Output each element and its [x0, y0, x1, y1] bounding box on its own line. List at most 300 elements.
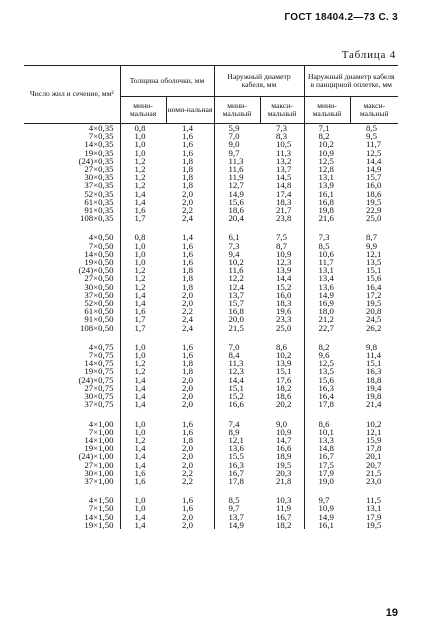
- table-cell: 9,5: [366, 131, 378, 142]
- table-cell: 16,7: [214, 469, 260, 477]
- table-cell: 11,4: [366, 350, 382, 361]
- row-label: 7×1,00: [88, 426, 114, 437]
- table-cell: 10,3: [276, 495, 292, 506]
- table-cell: 9,0: [276, 418, 287, 429]
- table-row: [24, 283, 398, 291]
- table-cell: 15,2: [276, 281, 292, 292]
- table-cell: 22,9: [366, 205, 382, 216]
- table-cell: 1,7: [120, 214, 166, 222]
- table-cell: 8,6: [304, 420, 350, 428]
- row-label: 4×0,35: [88, 123, 114, 133]
- row-label: 108×0,50: [79, 322, 114, 333]
- header-shell-thickness: Толщина оболочки, мм: [120, 66, 214, 97]
- table-cell: 15,6: [304, 376, 350, 384]
- table-cell: 10,2: [276, 350, 292, 361]
- table-row: [24, 233, 398, 241]
- table-cell: 1,6: [182, 426, 193, 437]
- table-cell: 14,4: [214, 376, 260, 384]
- table-cell: 16,3: [214, 461, 260, 469]
- table-cell: 1,6: [120, 469, 166, 477]
- table-cell: 11,3: [276, 147, 292, 158]
- table-cell: 1,4: [182, 232, 193, 243]
- table-row: [24, 190, 398, 198]
- table-cell: 16,8: [214, 307, 260, 315]
- table-cell: 1,0: [120, 351, 166, 359]
- table-cell: 9,0: [214, 140, 260, 148]
- table-cell: 23,3: [276, 314, 292, 325]
- table-cell: 18,6: [366, 188, 382, 199]
- table-cell: 12,1: [366, 426, 382, 437]
- table-cell: 1,8: [182, 155, 193, 166]
- table-row: [24, 513, 398, 521]
- table-row: [24, 324, 398, 332]
- table-cell: 8,5: [304, 242, 350, 250]
- table-cell: 1,0: [120, 420, 166, 428]
- table-cell: 17,8: [214, 477, 260, 485]
- table-row: [24, 222, 398, 233]
- table-row: [24, 250, 398, 258]
- row-label: 37×1,00: [84, 475, 114, 486]
- table-cell: 8,4: [214, 351, 260, 359]
- table-row: [24, 359, 398, 367]
- table-cell: 9,9: [366, 240, 378, 251]
- table-cell: 18,8: [366, 374, 382, 385]
- table-cell: 15,2: [214, 392, 260, 400]
- row-label: (24)×0,35: [78, 155, 114, 166]
- row-label: 14×1,00: [84, 434, 114, 445]
- table-cell: 11,9: [214, 173, 260, 181]
- table-cell: 23,8: [276, 213, 292, 224]
- table-cell: 1,0: [120, 258, 166, 266]
- table-cell: 1,4: [120, 299, 166, 307]
- table-cell: 2,4: [182, 322, 193, 333]
- table-cell: 1,8: [182, 164, 193, 175]
- table-cell: 16,7: [276, 511, 292, 522]
- table-cell: 7,1: [304, 124, 350, 133]
- table-cell: 2,0: [182, 451, 193, 462]
- table-cell: 16,8: [304, 198, 350, 206]
- table-cell: 1,4: [120, 513, 166, 521]
- row-label: 52×0,50: [84, 298, 114, 309]
- table-cell: 1,6: [182, 248, 193, 259]
- table-cell: 11,6: [214, 266, 260, 274]
- row-label: 27×0,50: [84, 273, 114, 284]
- table-cell: [120, 409, 166, 420]
- row-label: 7×0,35: [88, 131, 114, 142]
- table-cell: 15,6: [214, 198, 260, 206]
- row-label: 14×1,50: [84, 511, 114, 522]
- table-cell: 7,0: [214, 343, 260, 351]
- table-cell: 1,0: [120, 504, 166, 512]
- row-label: 37×0,75: [84, 399, 114, 410]
- table-header: [24, 66, 398, 124]
- table-cell: 1,0: [120, 250, 166, 258]
- row-label: 91×0,35: [84, 205, 114, 216]
- table-cell: 1,6: [182, 240, 193, 251]
- table-row: [24, 496, 398, 504]
- subheader-min-armored: мини-мальный: [304, 97, 350, 124]
- table-cell: 10,2: [304, 140, 350, 148]
- subheader-min-thickness: мини-мальная: [120, 97, 166, 124]
- table-cell: 14,8: [276, 180, 292, 191]
- table-cell: [166, 409, 214, 420]
- table-cell: 15,7: [214, 299, 260, 307]
- table-cell: 1,0: [120, 242, 166, 250]
- table-cell: 1,8: [182, 172, 193, 183]
- row-label: 27×0,35: [84, 164, 114, 175]
- table-cell: 12,3: [214, 367, 260, 375]
- table-cell: 17,4: [276, 188, 292, 199]
- table-cell: 1,8: [182, 434, 193, 445]
- table-cell: 18,3: [276, 196, 292, 207]
- table-cell: 8,5: [214, 496, 260, 504]
- table-cell: 8,3: [276, 131, 287, 142]
- table-cell: 2,2: [182, 306, 193, 317]
- table-cell: 16,9: [304, 299, 350, 307]
- table-cell: 2,4: [182, 213, 193, 224]
- table-cell: 10,9: [276, 426, 292, 437]
- table-row: [24, 124, 398, 133]
- table-cell: 1,0: [120, 132, 166, 140]
- table-cell: 12,5: [304, 359, 350, 367]
- table-row: [24, 351, 398, 359]
- table-cell: 19,8: [304, 206, 350, 214]
- row-label: 27×1,00: [84, 459, 114, 470]
- header-outer-diameter: Наружный диаметр кабеля, мм: [214, 66, 304, 97]
- table-cell: [260, 409, 304, 420]
- table-cell: 11,3: [214, 157, 260, 165]
- table-cell: 1,2: [120, 367, 166, 375]
- table-cell: 7,4: [214, 420, 260, 428]
- table-row: [24, 436, 398, 444]
- table-cell: 8,7: [366, 232, 378, 243]
- table-cell: 12,5: [366, 147, 382, 158]
- table-cell: 14,9: [214, 190, 260, 198]
- table-row: [24, 409, 398, 420]
- table-cell: 9,8: [366, 341, 378, 352]
- table-cell: 1,6: [182, 257, 193, 268]
- table-cell: 20,7: [366, 459, 382, 470]
- table-cell: 2,0: [182, 374, 193, 385]
- table-row: [24, 420, 398, 428]
- table-cell: 15,6: [366, 273, 382, 284]
- page-number: 19: [385, 607, 398, 619]
- table-row: [24, 299, 398, 307]
- table-cell: 12,8: [304, 165, 350, 173]
- table-cell: 7,3: [304, 233, 350, 241]
- table-cell: 21,2: [304, 315, 350, 323]
- table-row: [24, 198, 398, 206]
- table-row: [24, 165, 398, 173]
- table-cell: 1,2: [120, 157, 166, 165]
- row-label: 4×1,50: [88, 495, 114, 506]
- table-cell: 2,0: [182, 382, 193, 393]
- table-row: [24, 307, 398, 315]
- table-cell: 16,1: [304, 521, 350, 529]
- table-row: [24, 173, 398, 181]
- table-cell: 13,7: [214, 513, 260, 521]
- table-cell: 12,5: [304, 157, 350, 165]
- table-cell: 8,7: [276, 240, 287, 251]
- table-cell: 13,7: [276, 164, 292, 175]
- table-cell: 17,8: [366, 443, 382, 454]
- table-cell: 16,1: [304, 190, 350, 198]
- table-cell: 9,7: [304, 496, 350, 504]
- table-cell: 13,9: [304, 181, 350, 189]
- table-cell: 10,9: [304, 504, 350, 512]
- table-cell: 20,4: [214, 214, 260, 222]
- table-cell: 15,9: [366, 434, 382, 445]
- table-cell: 13,5: [366, 257, 382, 268]
- table-cell: 1,0: [120, 140, 166, 148]
- row-label: [24, 409, 120, 420]
- table-cell: 12,2: [214, 274, 260, 282]
- table-row: [24, 140, 398, 148]
- table-cell: 16,4: [366, 281, 382, 292]
- row-label: 4×1,00: [88, 418, 114, 429]
- table-cell: 14,5: [276, 172, 292, 183]
- table-cell: 10,2: [214, 258, 260, 266]
- table-cell: 8,9: [214, 428, 260, 436]
- table-cell: 14,9: [304, 513, 350, 521]
- table-cell: 17,9: [304, 469, 350, 477]
- table-cell: 2,0: [182, 459, 193, 470]
- table-row: [24, 242, 398, 250]
- row-label: 19×0,50: [84, 257, 114, 268]
- table-cell: 19,5: [366, 519, 382, 530]
- table-cell: 1,2: [120, 359, 166, 367]
- row-label: 30×0,75: [84, 391, 114, 402]
- row-label: 30×0,50: [84, 281, 114, 292]
- table-title: Таблица 4: [341, 49, 396, 61]
- table-cell: 18,3: [276, 298, 292, 309]
- table-row: [24, 452, 398, 460]
- table-cell: 26,2: [366, 322, 382, 333]
- table-cell: 19,5: [276, 459, 292, 470]
- table-cell: 23,0: [366, 475, 382, 486]
- table-cell: 9,7: [214, 149, 260, 157]
- table-cell: 1,2: [120, 266, 166, 274]
- table-cell: 13,2: [276, 155, 292, 166]
- table-row: [24, 477, 398, 485]
- subheader-max-armored: макси-мальный: [350, 97, 398, 124]
- row-label: 7×0,50: [88, 240, 114, 251]
- table-cell: 16,7: [304, 452, 350, 460]
- table-cell: 14,4: [276, 273, 292, 284]
- row-label: 19×1,50: [84, 519, 114, 530]
- table-cell: 14,9: [366, 164, 382, 175]
- table-cell: 1,2: [120, 173, 166, 181]
- table-cell: 11,9: [276, 503, 292, 514]
- table-cell: [304, 409, 350, 420]
- document-header: ГОСТ 18404.2—73 С. 3: [284, 12, 398, 23]
- table-cell: 10,9: [276, 248, 292, 259]
- table-cell: 17,6: [276, 374, 292, 385]
- table-cell: 0,8: [120, 124, 166, 133]
- table-cell: 9,6: [304, 351, 350, 359]
- table-cell: 2,0: [182, 196, 193, 207]
- table-cell: 14,9: [304, 291, 350, 299]
- table-cell: 24,5: [366, 314, 382, 325]
- table-cell: 19,6: [276, 306, 292, 317]
- row-label: 7×1,50: [88, 503, 114, 514]
- table-cell: 18,6: [276, 391, 292, 402]
- table-cell: 14,9: [214, 521, 260, 529]
- table-cell: 13,6: [304, 283, 350, 291]
- table-cell: 25,0: [366, 213, 382, 224]
- table-cell: 2,2: [182, 467, 193, 478]
- subheader-min-diameter: мини-мальный: [214, 97, 260, 124]
- row-header: Число жил и сечение, мм²: [24, 66, 120, 124]
- row-label: 19×1,00: [84, 443, 114, 454]
- row-label: (24)×0,75: [78, 374, 114, 385]
- table-cell: 16,6: [276, 443, 292, 454]
- row-label: 14×0,75: [84, 358, 114, 369]
- table-cell: 1,7: [120, 315, 166, 323]
- table-row: [24, 332, 398, 343]
- table-cell: 11,5: [366, 495, 382, 506]
- table-cell: 1,8: [182, 281, 193, 292]
- table-cell: 22,7: [304, 324, 350, 332]
- table-cell: 15,5: [214, 452, 260, 460]
- table-cell: 20,0: [214, 315, 260, 323]
- table-cell: 1,0: [120, 428, 166, 436]
- table-cell: 2,0: [182, 443, 193, 454]
- table-cell: 1,4: [120, 198, 166, 206]
- table-cell: 15,1: [214, 384, 260, 392]
- table-cell: 20,3: [276, 467, 292, 478]
- table-cell: 1,6: [182, 418, 193, 429]
- table-cell: 1,6: [120, 206, 166, 214]
- table-cell: 16,0: [366, 180, 382, 191]
- table-cell: 21,6: [304, 214, 350, 222]
- table-cell: 1,4: [120, 291, 166, 299]
- row-label: 37×0,50: [84, 289, 114, 300]
- table-cell: 1,4: [120, 461, 166, 469]
- table-cell: 2,4: [182, 314, 193, 325]
- table-cell: 1,8: [182, 366, 193, 377]
- table-row: [24, 132, 398, 140]
- table-cell: 9,7: [214, 504, 260, 512]
- table-cell: 1,8: [182, 180, 193, 191]
- table-cell: 7,0: [214, 132, 260, 140]
- table-cell: 15,1: [366, 358, 382, 369]
- table-cell: 17,2: [366, 289, 382, 300]
- header-outer-diameter-armored: Наружный диаметр кабеля в панцирной оплетке, мм: [304, 66, 398, 97]
- table-cell: 1,8: [182, 358, 193, 369]
- row-label: 4×0,50: [88, 232, 114, 243]
- table-cell: 1,2: [120, 283, 166, 291]
- table-cell: 1,0: [120, 343, 166, 351]
- table-cell: 1,2: [120, 165, 166, 173]
- table-cell: 1,7: [120, 324, 166, 332]
- table-cell: 1,4: [120, 452, 166, 460]
- row-label: 30×1,00: [84, 467, 114, 478]
- table-cell: 13,3: [304, 436, 350, 444]
- table-cell: 19,8: [366, 391, 382, 402]
- table-row: [24, 461, 398, 469]
- table-cell: 8,2: [304, 343, 350, 351]
- table-cell: 18,2: [276, 382, 292, 393]
- table-cell: 20,1: [366, 451, 382, 462]
- table-cell: 1,0: [120, 149, 166, 157]
- table-cell: 16,3: [304, 384, 350, 392]
- row-label: 14×0,35: [84, 139, 114, 150]
- table-cell: 11,7: [304, 258, 350, 266]
- table-cell: 8,6: [276, 341, 287, 352]
- table-cell: 1,6: [182, 503, 193, 514]
- table-cell: 21,8: [276, 475, 292, 486]
- table-row: [24, 376, 398, 384]
- table-cell: 19,4: [366, 382, 382, 393]
- table-cell: 20,2: [276, 399, 292, 410]
- table-cell: 17,8: [304, 400, 350, 408]
- table-cell: 11,7: [366, 139, 382, 150]
- table-row: [24, 343, 398, 351]
- table-cell: 11,6: [214, 165, 260, 173]
- table-cell: 6,1: [214, 233, 260, 241]
- table-row: [24, 485, 398, 496]
- table-cell: 1,6: [120, 307, 166, 315]
- table-cell: 1,2: [120, 274, 166, 282]
- table-cell: 8,2: [304, 132, 350, 140]
- row-label: 108×0,35: [79, 213, 114, 224]
- table-cell: 2,2: [182, 475, 193, 486]
- table-cell: 12,7: [214, 181, 260, 189]
- row-label: 19×0,75: [84, 366, 114, 377]
- table-cell: 9,4: [214, 250, 260, 258]
- table-cell: 1,2: [120, 181, 166, 189]
- table-cell: 1,2: [120, 436, 166, 444]
- table-cell: 12,1: [214, 436, 260, 444]
- table-row: [24, 181, 398, 189]
- table-cell: 1,4: [120, 384, 166, 392]
- table-cell: 15,7: [366, 172, 382, 183]
- table-cell: 11,3: [214, 359, 260, 367]
- table-cell: 19,0: [304, 477, 350, 485]
- table-cell: 13,1: [366, 503, 382, 514]
- table-cell: 2,0: [182, 391, 193, 402]
- table-row: [24, 266, 398, 274]
- table-row: [24, 214, 398, 222]
- table-row: [24, 400, 398, 408]
- table-row: [24, 428, 398, 436]
- table-cell: 18,6: [214, 206, 260, 214]
- table-cell: 15,1: [366, 265, 382, 276]
- table-cell: 1,4: [120, 376, 166, 384]
- table-cell: 1,4: [120, 444, 166, 452]
- table-cell: 13,6: [214, 444, 260, 452]
- row-label: 7×0,75: [88, 350, 114, 361]
- table-cell: 1,4: [120, 190, 166, 198]
- table-cell: 2,0: [182, 399, 193, 410]
- table-cell: 1,4: [120, 392, 166, 400]
- table-cell: 17,5: [304, 461, 350, 469]
- table-cell: 1,6: [182, 147, 193, 158]
- table-cell: 1,4: [182, 123, 193, 133]
- row-label: (24)×1,00: [78, 451, 114, 462]
- table-cell: 1,6: [182, 350, 193, 361]
- table-cell: 1,6: [182, 341, 193, 352]
- table-cell: 7,3: [214, 242, 260, 250]
- table-row: [24, 384, 398, 392]
- table-cell: 10,1: [304, 428, 350, 436]
- table-cell: 2,2: [182, 205, 193, 216]
- table-cell: 18,0: [304, 307, 350, 315]
- table-cell: 25,0: [276, 322, 292, 333]
- row-label: (24)×0,50: [78, 265, 114, 276]
- table-cell: 12,3: [276, 257, 292, 268]
